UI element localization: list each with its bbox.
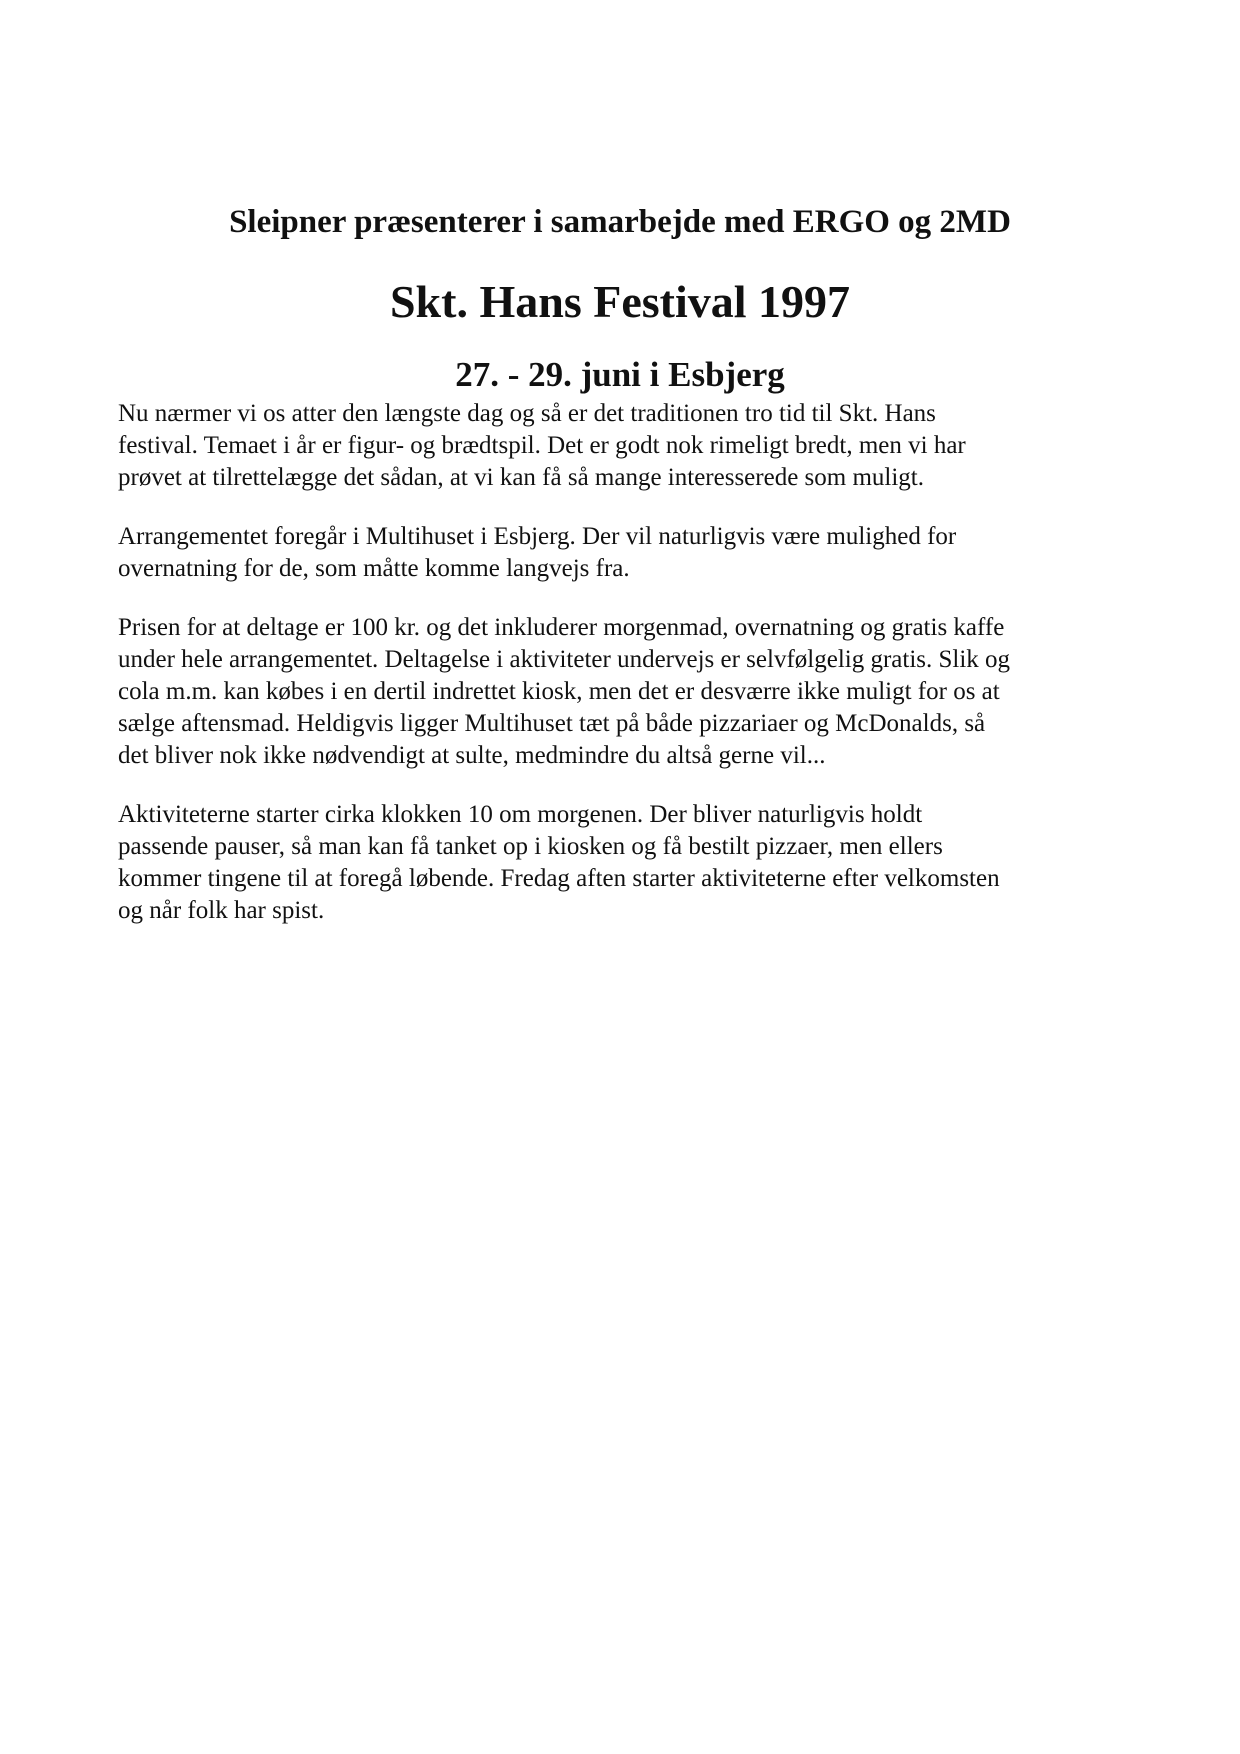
document-subtitle: Sleipner præsenterer i samarbejde med ERGO og 2MD [229,204,1011,240]
paragraph-line: prøvet at tilrettelægge det sådan, at vi kan få så mange interesserede som muligt. [118,464,924,491]
paragraph-line: Arrangementet foregår i Multihuset i Esbjerg. Der vil naturligvis være mulighed for [118,523,957,550]
event-dateline: 27. - 29. juni i Esbjerg [455,355,785,394]
paragraph-line: kommer tingene til at foregå løbende. Fredag aften starter aktiviteterne efter velkomsten [118,865,1000,892]
paragraph-line: festival. Temaet i år er figur- og brædtspil. Det er godt nok rimeligt bredt, men vi har [118,432,966,459]
paragraph-line: overnatning for de, som måtte komme langvejs fra. [118,555,630,582]
paragraph-line: Aktiviteterne starter cirka klokken 10 om morgenen. Der bliver naturligvis holdt [118,801,923,828]
paragraph-venue [118,521,1138,585]
document-title: Skt. Hans Festival 1997 [389,276,851,327]
paragraph-line: passende pauser, så man kan få tanket op i kiosken og få bestilt pizzaer, men ellers [118,833,943,860]
paragraph-line: sælge aftensmad. Heldigvis ligger Multihuset tæt på både pizzariaer og McDonalds, så [118,710,986,737]
paragraph-line: Prisen for at deltage er 100 kr. og det inkluderer morgenmad, overnatning og gratis kaffe [118,614,1005,641]
paragraph-line: Nu nærmer vi os atter den længste dag og så er det traditionen tro tid til Skt. Hans [118,400,936,427]
paragraph-intro [118,398,1138,494]
paragraph-price [118,612,1138,772]
paragraph-schedule [118,799,1138,927]
body-text [118,398,1138,954]
paragraph-line: cola m.m. kan købes i en dertil indrettet kiosk, men det er desværre ikke muligt for os at [118,678,1000,705]
paragraph-line: og når folk har spist. [118,897,325,924]
paragraph-line: under hele arrangementet. Deltagelse i aktiviteter undervejs er selvfølgelig gratis. Slik og [118,646,1011,673]
paragraph-line: det bliver nok ikke nødvendigt at sulte, medmindre du altså gerne vil... [118,742,826,769]
